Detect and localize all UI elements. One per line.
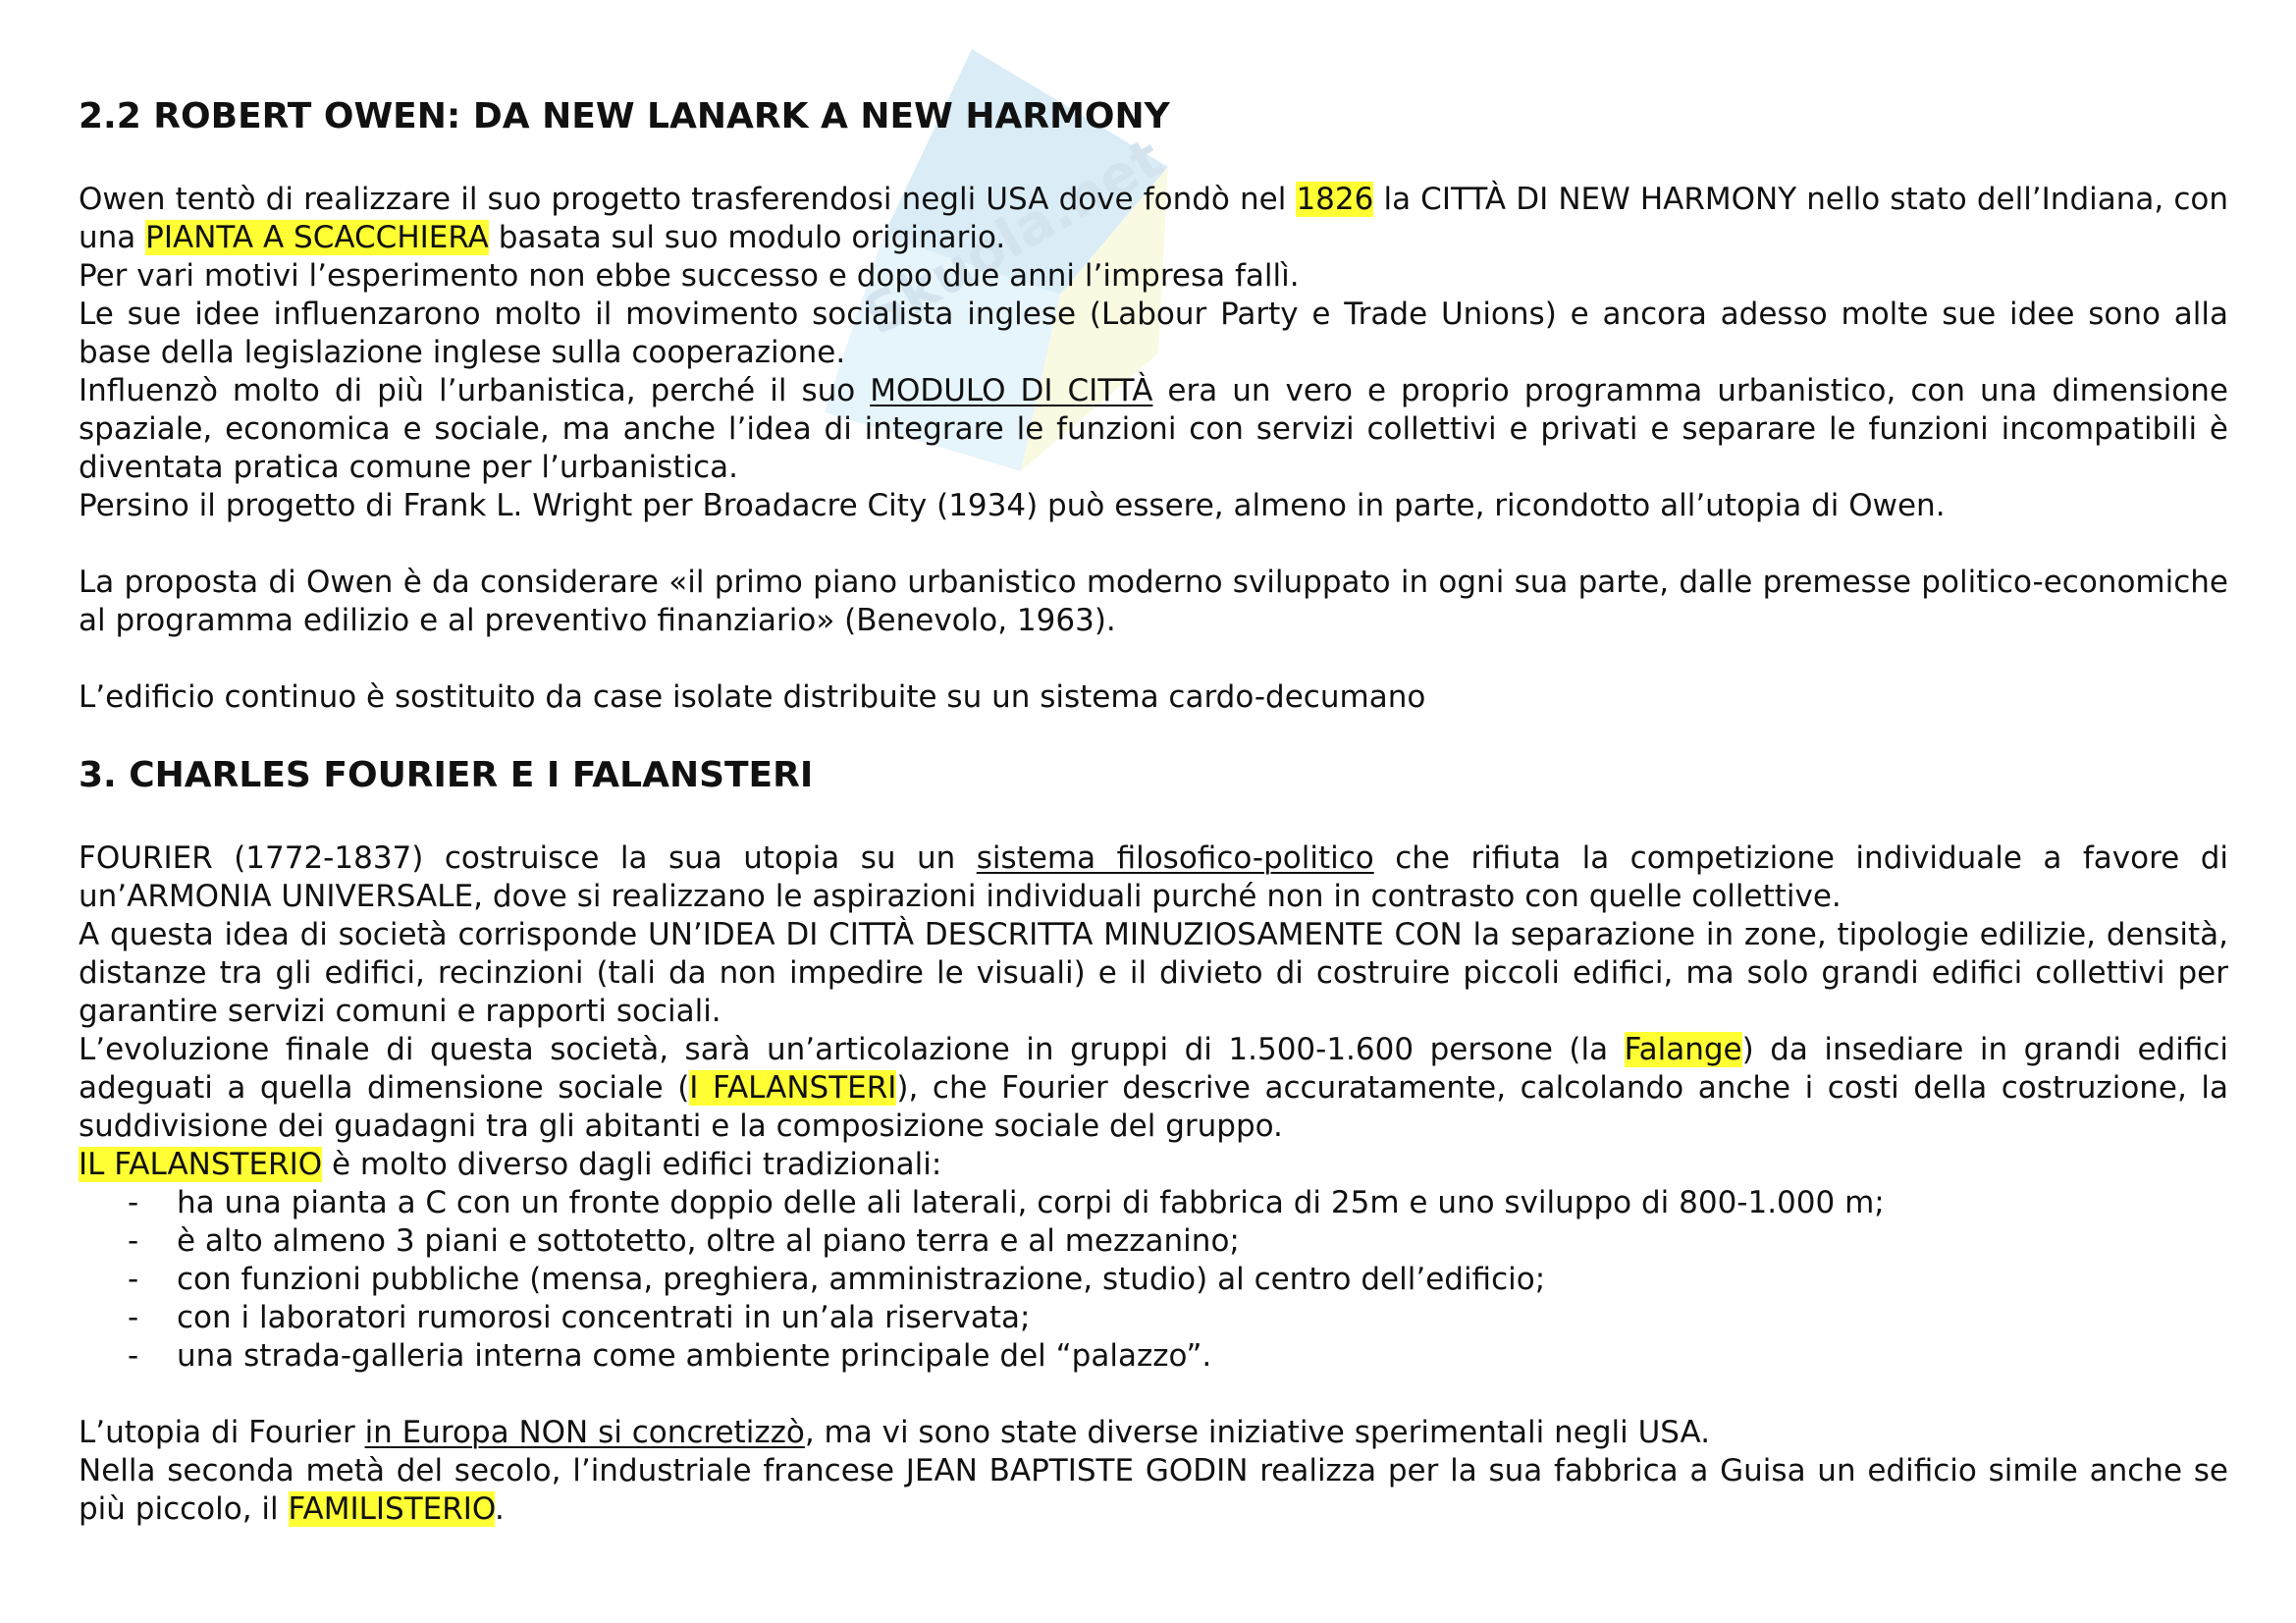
paragraph-europa xyxy=(79,1414,2228,1452)
paragraph-cardo-decumano: L’edificio continuo è sostituito da case isolate distribuite su un sistema cardo-decumano xyxy=(79,679,1426,715)
paragraph-falansterio xyxy=(79,1146,2228,1184)
paragraph-godin xyxy=(79,1452,2228,1529)
list-item xyxy=(79,1184,2228,1222)
text-segment: FOURIER (1772-1837) costruisce la sua utopia su un xyxy=(79,840,977,876)
list-item xyxy=(79,1222,2228,1261)
text-segment: era un vero e proprio programma urbanistico, con una dimensione spaziale, economica e sociale, ma anche l’idea di integrare le funzioni con servizi collettivi e privati e separare le funzioni incompatibili è diventata pratica comune per l’urbanistica. xyxy=(79,373,2228,485)
text-segment: ) da insediare in grandi edifici adeguati a quella dimensione sociale ( xyxy=(79,1032,2229,1106)
dash-bullet: - xyxy=(128,1300,139,1335)
paragraph-broadacre: Persino il progetto di Frank L. Wright per Broadacre City (1934) può essere, almeno in parte, ricondotto all’utopia di Owen. xyxy=(79,488,1946,523)
text-segment: Influenzò molto di più l’urbanistica, perché il suo xyxy=(79,373,871,408)
watermark-text: Skuola.net xyxy=(853,126,1174,349)
section-heading-fourier: 3. CHARLES FOURIER E I FALANSTERI xyxy=(79,755,814,795)
list-item xyxy=(79,1337,2228,1376)
underline-europa: in Europa NON si concretizzò xyxy=(364,1415,805,1450)
paragraph-fourier-utopia xyxy=(79,839,2228,916)
highlight-il-falansterio: IL FALANSTERIO xyxy=(79,1147,323,1182)
text-segment: L’evoluzione finale di questa società, sarà un’articolazione in gruppi di 1.500-1.600 persone (la xyxy=(79,1032,1625,1067)
highlight-familisterio: FAMILISTERIO xyxy=(288,1491,496,1527)
underline-sistema-filosofico: sistema filosofico-politico xyxy=(976,840,1374,876)
paragraph-falange xyxy=(79,1031,2228,1146)
list-item-text: con funzioni pubbliche (mensa, preghiera, amministrazione, studio) al centro dell’edificio; xyxy=(177,1262,1546,1297)
list-item-text: ha una pianta a C con un fronte doppio delle ali laterali, corpi di fabbrica di 25m e uno sviluppo di 800-1.000 m; xyxy=(177,1185,1885,1220)
list-item-text: una strada-galleria interna come ambiente principale del “palazzo”. xyxy=(177,1338,1212,1374)
paragraph-esperimento: Per vari motivi l’esperimento non ebbe successo e dopo due anni l’impresa fallì. xyxy=(79,258,1300,294)
text-segment: è molto diverso dagli edifici tradizionali: xyxy=(322,1147,942,1182)
list-item-text: con i laboratori rumorosi concentrati in un’ala riservata; xyxy=(177,1300,1031,1335)
text-segment: L’utopia di Fourier xyxy=(79,1415,365,1450)
paragraph-idea-di-citta: A questa idea di società corrisponde UN’IDEA DI CITTÀ DESCRITTA MINUZIOSAMENTE CON la separazione in zone, tipologie edilizie, densità, distanze tra gli edifici, recinzioni (tali da non impedire le visuali) e il divieto di costruire piccoli edifici, ma solo grandi edifici collettivi per garantire servizi comuni e rapporti sociali. xyxy=(79,917,2228,1029)
dash-bullet: - xyxy=(128,1262,139,1297)
text-segment: ), che Fourier descrive accuratamente, calcolando anche i costi della costruzione, la suddivisione dei guadagni tra gli abitanti e la composizione sociale del gruppo. xyxy=(79,1070,2228,1144)
underline-modulo-di-citta: MODULO DI CITTÀ xyxy=(870,373,1153,408)
paragraph-benevolo-quote: La proposta di Owen è da considerare «il primo piano urbanistico moderno sviluppato in ogni sua parte, dalle premesse politico-economiche al programma edilizio e al preventivo finanziario» (Benevolo, 1963). xyxy=(79,565,2228,638)
paragraph-urbanistica xyxy=(79,372,2228,487)
highlight-falange: Falange xyxy=(1624,1032,1742,1067)
section-heading-owen: 2.2 ROBERT OWEN: DA NEW LANARK A NEW HARMONY xyxy=(79,96,1170,136)
text-segment: . xyxy=(495,1491,505,1527)
dash-bullet: - xyxy=(128,1223,139,1259)
list-item xyxy=(79,1261,2228,1299)
list-item-text: è alto almeno 3 piani e sottotetto, oltre al piano terra e al mezzanino; xyxy=(177,1223,1240,1259)
text-segment: basata sul suo modulo originario. xyxy=(488,220,1006,255)
highlight-1826: 1826 xyxy=(1296,182,1374,217)
dash-bullet: - xyxy=(128,1338,139,1374)
text-segment: che rifiuta la competizione individuale a favore di un’ARMONIA UNIVERSALE, dove si realizzano le aspirazioni individuali purché non in contrasto con quelle collettive. xyxy=(79,840,2228,914)
highlight-falansteri: I FALANSTERI xyxy=(689,1070,897,1106)
text-segment: Owen tentò di realizzare il suo progetto trasferendosi negli USA dove fondò nel xyxy=(79,182,1297,217)
text-segment: Nella seconda metà del secolo, l’industriale francese JEAN BAPTISTE GODIN realizza per la sua fabbrica a Guisa un edificio simile anche se più piccolo, il xyxy=(79,1453,2228,1527)
text-segment: la CITTÀ DI NEW HARMONY nello stato dell’Indiana, con una xyxy=(79,182,2228,255)
paragraph-idee-socialiste: Le sue idee influenzarono molto il movimento socialista inglese (Labour Party e Trade Unions) e ancora adesso molte sue idee sono alla base della legislazione inglese sulla cooperazione. xyxy=(79,297,2228,370)
list-item xyxy=(79,1299,2228,1337)
text-segment: , ma vi sono state diverse iniziative sperimentali negli USA. xyxy=(804,1415,1711,1450)
highlight-pianta-scacchiera: PIANTA A SCACCHIERA xyxy=(145,220,489,255)
dash-bullet: - xyxy=(128,1185,139,1220)
paragraph-new-harmony xyxy=(79,181,2228,257)
falansterio-features-list xyxy=(79,1184,2228,1376)
